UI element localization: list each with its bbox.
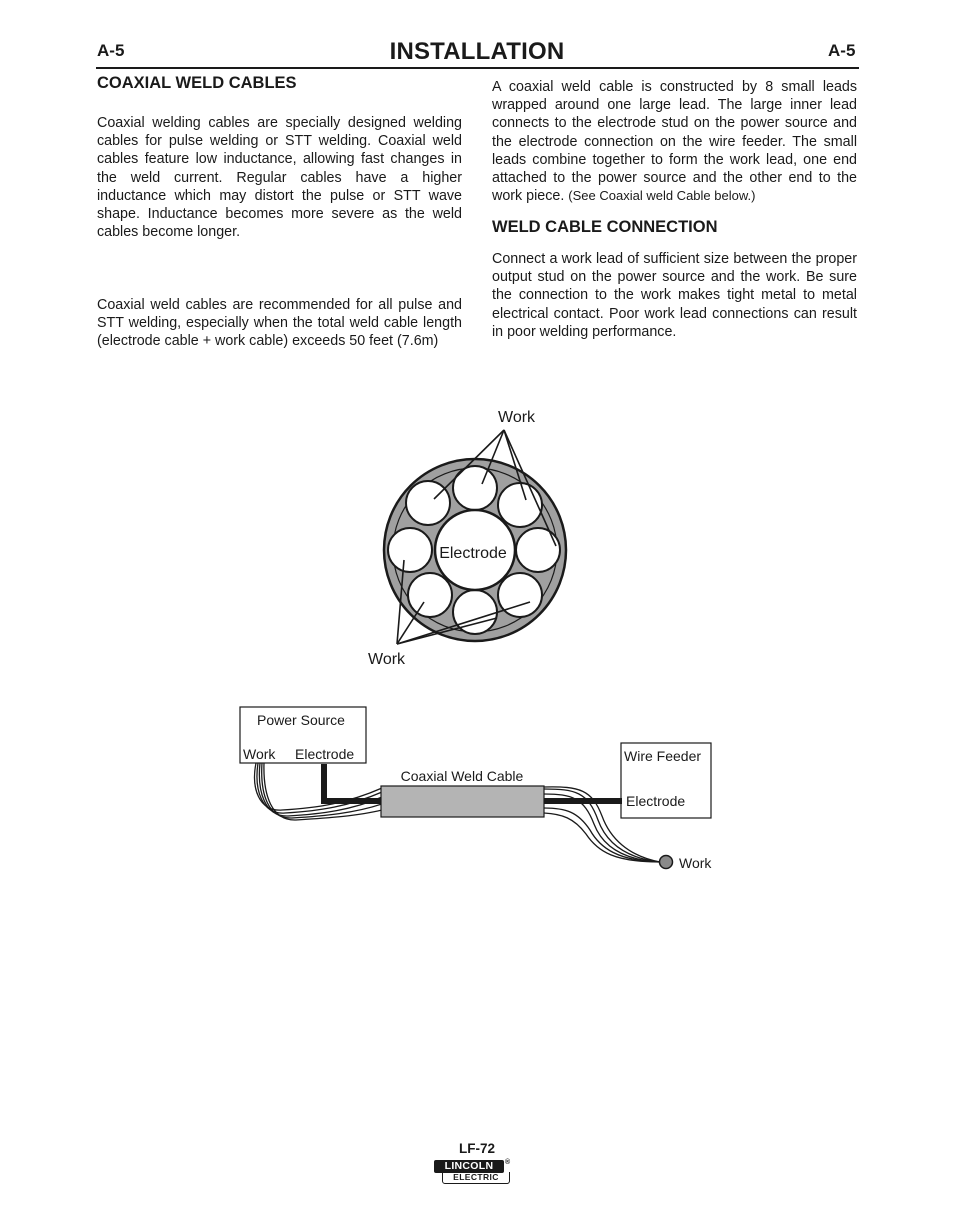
lincoln-electric-logo [434,1160,510,1186]
coaxial-cable-body [381,786,544,817]
power-source-electrode-label: Electrode [295,746,355,762]
cross-section-electrode-label: Electrode [439,545,507,562]
model-number: LF-72 [458,1141,495,1156]
connection-diagram [240,707,712,871]
work-clamp-icon [660,856,673,869]
wire-feeder-electrode-label: Electrode [626,793,686,809]
section-code-right: A-5 [828,41,856,60]
power-source-work-label: Work [243,746,276,762]
work-clamp-label: Work [679,855,712,871]
coaxial-cable-label: Coaxial Weld Cable [400,768,524,784]
cross-section-work-top-label: Work [498,409,536,426]
cable-cross-section [368,409,566,668]
page-title: INSTALLATION [389,38,565,65]
coaxial-intro-paragraph: Coaxial welding cables are specially designed welding cables for pulse welding or STT welding. Coaxial weld cables feature low inductance, allowing fast changes in the weld current. Regular cables have a higher inductance which may distort the pulse or STT wave shape. Inductance becomes more severe as the weld cables become longer. [97,115,462,241]
power-source-label: Power Source [257,712,345,728]
work-strands-left [255,763,382,820]
work-strand [388,528,432,572]
work-strand [408,573,452,617]
construction-text: A coaxial weld cable is constructed by 8 small leads wrapped around one large lead. The large inner lead connects to the electrode stud on the power source and the electrode connection on the wire feeder. The small leads combine together to form the work lead, one end attached to the power source and the other end to the work piece. [492,79,857,205]
section-code-left: A-5 [97,41,125,60]
wire-feeder-label: Wire Feeder [624,748,702,764]
weld-cable-connection-heading: WELD CABLE CONNECTION [492,218,718,236]
weld-connection-paragraph: Connect a work lead of sufficient size between the proper output stud on the power source and the work. Be sure the connection to the work makes tight metal to metal electrical contact. Poor work lead connections can result in poor welding performance. [492,251,857,340]
work-strand [453,466,497,510]
logo-electric-text: ELECTRIC [442,1172,510,1184]
work-strand [516,528,560,572]
logo-registered-mark: ® [505,1159,511,1166]
construction-note: (See Coaxial weld Cable below.) [568,188,756,204]
coaxial-recommendation-paragraph: Coaxial weld cables are recommended for all pulse and STT welding, especially when the total weld cable length (electrode cable + work cable) exceeds 50 feet (7.6m) [97,297,462,350]
cross-section-work-bottom-label: Work [368,651,406,668]
logo-lincoln-text: LINCOLN [434,1160,504,1173]
work-strand [406,481,450,525]
work-strand [498,483,542,527]
coaxial-weld-cables-heading: COAXIAL WELD CABLES [97,74,297,92]
